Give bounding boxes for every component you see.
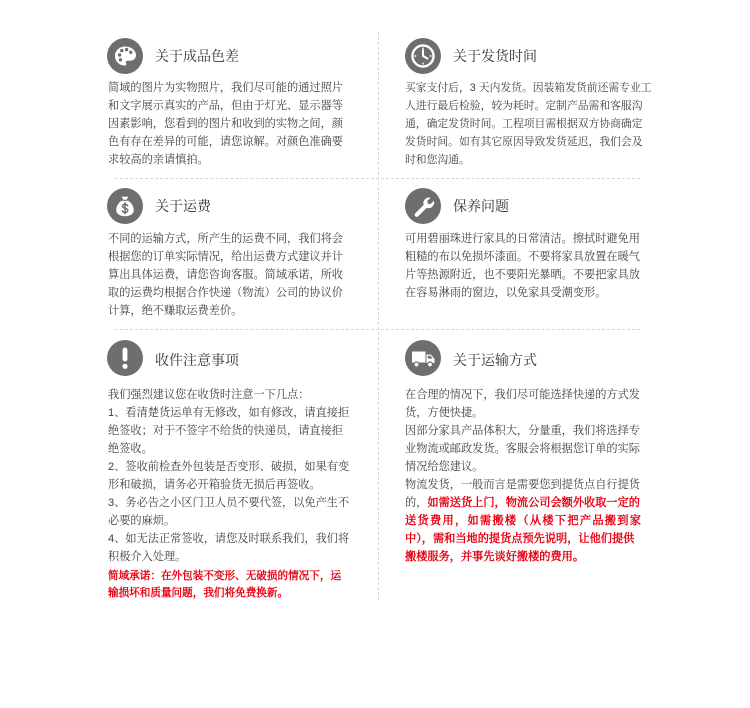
notice-text: 如需送货上门，物流公司会额外收取一定的 (427, 497, 640, 509)
body-line: 发货时间。如有其它原因导致发货延迟，我们会及 (405, 136, 643, 148)
body-line: 货，方便快捷。 (405, 407, 484, 419)
section-body (108, 79, 343, 169)
body-line: 人进行最后检验，较为耗时。定制产品需和客服沟 (405, 100, 643, 112)
section-color-difference (107, 38, 369, 166)
section-title: 收件注意事项 (155, 352, 239, 368)
body-line: 形和破损，请务必开箱验货无损后再签收。 (108, 479, 321, 491)
body-line: 在合理的情况下，我们尽可能选择快递的方式发 (405, 389, 640, 401)
section-transport (405, 340, 667, 563)
truck-icon (405, 340, 441, 376)
body-line: 可用碧丽珠进行家具的日常清洁。擦拭时避免用 (405, 233, 640, 245)
body-line: 求较高的亲请慎拍。 (108, 154, 209, 166)
section-title: 关于发货时间 (453, 48, 537, 64)
body-line: 取的运费均根据合作快递（物流）公司的协议价 (108, 287, 343, 299)
body-line: 买家支付后，3 天内发货。因装箱发货前还需专业工 (405, 82, 652, 94)
body-line: 因部分家具产品体积大，分量重，我们将选择专 (405, 425, 640, 437)
body-line: 计算，绝不赚取运费差价。 (108, 305, 243, 317)
section-body (108, 230, 343, 320)
notice-line: 简域承诺：在外包装不变形、无破损的情况下，运 (108, 570, 342, 582)
section-title: 关于成品色差 (155, 48, 239, 64)
section-body (405, 79, 652, 169)
section-title: 保养问题 (453, 198, 509, 214)
body-line: 物流发货，一般而言是需要您到提货点自行提货 (405, 479, 640, 491)
section-title: 关于运输方式 (453, 352, 537, 368)
exclamation-icon (107, 340, 143, 376)
notice-line: 输损坏和质量问题，我们将免费换新。 (108, 587, 289, 599)
body-line: 时和您沟通。 (405, 154, 470, 166)
body-line: 简域的图片为实物照片，我们尽可能的通过照片 (108, 82, 343, 94)
body-line: 情况给您建议。 (405, 461, 484, 473)
body-line: 业物流或邮政发货。客服会将根据您订单的实际 (405, 443, 640, 455)
body-line: 通，确定发货时间。工程项目需根据双方协商确定 (405, 118, 643, 130)
body-line: 片等热源附近，也不要阳光暴晒。不要把家具放 (405, 269, 640, 281)
body-line: 在容易淋雨的窗边，以免家具受潮变形。 (405, 287, 607, 299)
body-line: 绝签收；对于不签字不给货的快递员，请直接拒 (108, 425, 343, 437)
body-line: 算出具体运费，请您咨询客服。简域承诺，所收 (108, 269, 343, 281)
section-body (405, 230, 640, 302)
section-body (405, 386, 642, 566)
body-line: 1、看清楚货运单有无修改，如有修改，请直接拒 (108, 407, 350, 419)
body-line: 2、签收前检查外包装是否变形、破损，如果有变 (108, 461, 350, 473)
body-line: 和文字展示真实的产品，但由于灯光、显示器等 (108, 100, 343, 112)
section-body (108, 386, 349, 602)
palette-icon (107, 38, 143, 74)
body-line: 我们强烈建议您在收货时注意一下几点： (108, 389, 310, 401)
body-line: 粗糙的布以免损坏漆面。不要将家具放置在暖气 (405, 251, 640, 263)
body-line: 3、务必告之小区门卫人员不要代签，以免产生不 (108, 497, 350, 509)
section-receipt-notes (107, 340, 369, 599)
body-line-mixed (405, 494, 642, 512)
section-title: 关于运费 (155, 198, 211, 214)
section-shipping-time (405, 38, 667, 166)
column-divider (378, 32, 379, 600)
row-divider (115, 178, 640, 179)
clock-icon (405, 38, 441, 74)
notice-line: 中），需和当地的提货点预先说明，让他们提供 (405, 533, 635, 545)
guarantee-notice (108, 568, 349, 602)
notice-line: 搬楼服务，并事先谈好搬楼的费用。 (405, 551, 585, 563)
wrench-icon (405, 188, 441, 224)
body-line: 积极介入处理。 (108, 551, 187, 563)
body-line: 根据您的订单实际情况，给出运费方式建议并计 (108, 251, 343, 263)
section-freight (107, 188, 369, 317)
body-line: 因素影响，您看到的图片和收到的实物之间，颜 (108, 118, 343, 130)
money-bag-icon (107, 188, 143, 224)
body-line: 不同的运输方式，所产生的运费不同，我们将会 (108, 233, 343, 245)
body-line: 4、如无法正常签收，请您及时联系我们，我们将 (108, 533, 350, 545)
body-line: 色有存在差异的可能，请您谅解。对颜色准确要 (108, 136, 343, 148)
body-line: 必要的麻烦。 (108, 515, 176, 527)
row-divider (115, 329, 640, 330)
body-line: 绝签收。 (108, 443, 153, 455)
body-text: 的， (405, 497, 428, 509)
section-maintenance (405, 188, 667, 299)
notice-line: 送货费用，如需搬楼（从楼下把产品搬到家 (405, 515, 643, 527)
